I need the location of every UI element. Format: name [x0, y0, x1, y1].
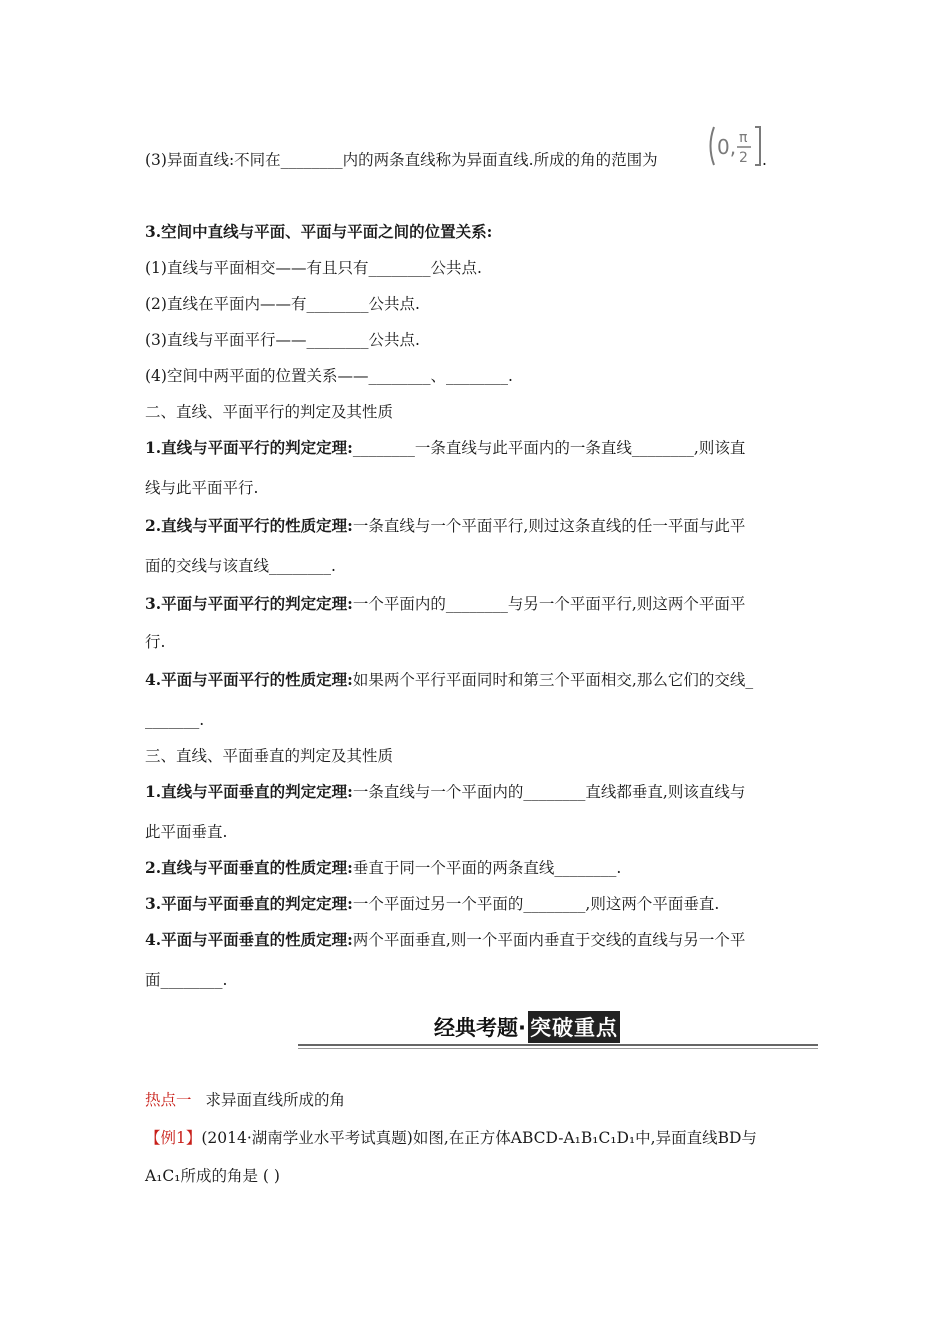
- theorem-title: 1.直线与平面垂直的判定定理:: [145, 782, 353, 801]
- text-line: 面________.: [145, 971, 228, 989]
- example-tag: 【例1】: [145, 1129, 202, 1147]
- theorem-title: 3.平面与平面平行的判定定理:: [145, 594, 353, 613]
- text-line: 行.: [145, 633, 166, 651]
- section-heading-3: 三、直线、平面垂直的判定及其性质: [145, 747, 394, 765]
- hotspot-label: 热点一: [145, 1091, 192, 1109]
- theorem-title: 1.直线与平面平行的判定定理:: [145, 438, 353, 457]
- banner-rule: [298, 1048, 818, 1049]
- text-line: 线与此平面平行.: [145, 479, 259, 497]
- text-line: _______.: [145, 711, 205, 729]
- example-line: [145, 1128, 757, 1148]
- text-line: (4)空间中两平面的位置关系——________、________.: [145, 367, 513, 385]
- banner-rule: [298, 1044, 818, 1046]
- theorem-text: 如果两个平行平面同时和第三个平面相交,那么它们的交线_: [352, 671, 754, 689]
- text-line: 面的交线与该直线________.: [145, 557, 336, 575]
- theorem-title: 3.平面与平面垂直的判定定理:: [145, 894, 353, 913]
- theorem-title: 2.直线与平面平行的性质定理:: [145, 516, 353, 535]
- banner-title: [434, 1012, 620, 1042]
- hotspot-text: 求异面直线所成的角: [205, 1091, 346, 1109]
- hotspot-line: [145, 1090, 345, 1110]
- interval-denominator: 2: [739, 150, 748, 166]
- theorem-text: 一个平面过另一个平面的________,则这两个平面垂直.: [352, 895, 720, 913]
- interval-left: 0,: [717, 135, 737, 159]
- theorem-text: 一个平面内的________与另一个平面平行,则这两个平面平: [352, 595, 746, 613]
- theorem-line: [145, 438, 745, 458]
- theorem-title: 4.平面与平面垂直的性质定理:: [145, 930, 353, 949]
- example-text: (2014·湖南学业水平考试真题)如图,在正方体ABCD-A₁B₁C₁D₁中,异面直线BD与: [201, 1129, 757, 1147]
- section-heading-2: 二、直线、平面平行的判定及其性质: [145, 403, 394, 421]
- theorem-line: [145, 516, 745, 536]
- text-line: (1)直线与平面相交——有且只有________公共点.: [145, 259, 482, 277]
- period: .: [762, 151, 767, 169]
- theorem-text: ________一条直线与此平面内的一条直线________,则该直: [352, 439, 746, 457]
- interval-numerator: π: [739, 130, 748, 146]
- section-banner: [298, 1012, 818, 1052]
- theorem-line: [145, 594, 745, 614]
- interval-formula: [706, 123, 762, 169]
- theorem-line: [145, 670, 753, 690]
- theorem-text: 垂直于同一个平面的两条直线________.: [352, 859, 622, 877]
- theorem-text: 一条直线与一个平面平行,则过这条直线的任一平面与此平: [352, 517, 746, 535]
- banner-highlight: 突破重点: [528, 1011, 620, 1043]
- theorem-line: [145, 894, 719, 914]
- theorem-text: 一条直线与一个平面内的________直线都垂直,则该直线与: [352, 783, 746, 801]
- theorem-text: 两个平面垂直,则一个平面内垂直于交线的直线与另一个平: [352, 931, 746, 949]
- theorem-line: [145, 930, 745, 950]
- banner-title-text: 经典考题·: [434, 1016, 526, 1040]
- theorem-line: [145, 782, 745, 802]
- theorem-title: 2.直线与平面垂直的性质定理:: [145, 858, 353, 877]
- text-line: (3)直线与平面平行——________公共点.: [145, 331, 420, 349]
- text-line-skew-end: [762, 150, 767, 170]
- text-line: (2)直线在平面内——有________公共点.: [145, 295, 420, 313]
- text-line-skew-lines: [145, 150, 658, 170]
- theorem-line: [145, 858, 621, 878]
- theorem-title: 4.平面与平面平行的性质定理:: [145, 670, 353, 689]
- example-line-2: A₁C₁所成的角是 ( ): [145, 1167, 280, 1185]
- section-heading-3: 3.空间中直线与平面、平面与平面之间的位置关系:: [145, 222, 493, 241]
- text-line: 此平面垂直.: [145, 823, 228, 841]
- skew-lines-text: (3)异面直线:不同在________内的两条直线称为异面直线.所成的角的范围为: [145, 151, 658, 169]
